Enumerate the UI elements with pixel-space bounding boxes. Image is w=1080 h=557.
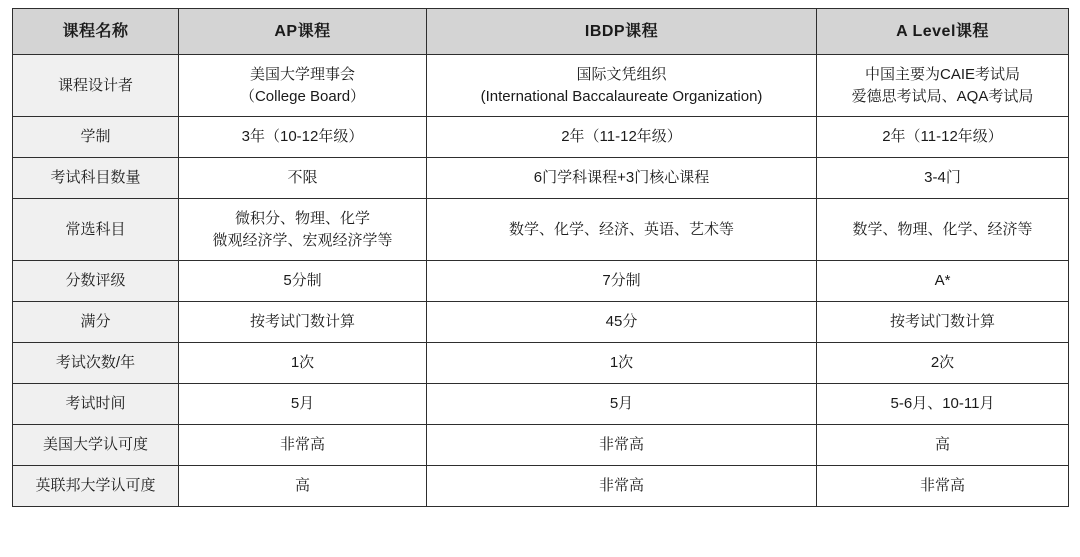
table-row — [13, 466, 1069, 507]
table-row — [13, 343, 1069, 384]
table-cell — [427, 343, 817, 384]
table-cell — [817, 158, 1069, 199]
table-cell — [427, 466, 817, 507]
table-row — [13, 158, 1069, 199]
row-header: 满分 — [13, 302, 179, 343]
table-cell — [179, 158, 427, 199]
cell-line: 非常高 — [598, 477, 644, 495]
table-cell — [817, 261, 1069, 302]
row-header: 考试时间 — [13, 384, 179, 425]
table-cell — [179, 425, 427, 466]
table-cell — [179, 384, 427, 425]
cell-line: 非常高 — [919, 477, 965, 495]
cell-line: 2年（11-12年级） — [882, 128, 1003, 146]
cell-line: 2次 — [930, 354, 955, 372]
cell-line: 7分制 — [602, 272, 641, 290]
table-cell — [427, 117, 817, 158]
row-header: 学制 — [13, 117, 179, 158]
table-cell — [427, 261, 817, 302]
cell-line: 2年（11-12年级） — [561, 128, 682, 146]
table-header — [13, 9, 1069, 55]
table-row — [13, 425, 1069, 466]
cell-line: 3-4门 — [924, 169, 961, 187]
cell-line: (International Baccalaureate Organization) — [480, 87, 763, 105]
cell-line: A* — [934, 272, 951, 290]
row-header: 课程设计者 — [13, 55, 179, 117]
cell-line: 1次 — [609, 354, 634, 372]
cell-line: 按考试门数计算 — [889, 313, 995, 331]
table-cell — [179, 55, 427, 117]
cell-line: 45分 — [605, 313, 638, 331]
table-body — [13, 55, 1069, 507]
cell-line: 5分制 — [283, 272, 322, 290]
table-cell — [179, 117, 427, 158]
table-row — [13, 261, 1069, 302]
cell-line: 按考试门数计算 — [249, 313, 355, 331]
table-cell — [817, 343, 1069, 384]
cell-line: 高 — [294, 477, 310, 495]
table-cell — [179, 302, 427, 343]
cell-line: 中国主要为CAIE考试局 — [864, 65, 1020, 83]
table-row — [13, 117, 1069, 158]
cell-line: 高 — [934, 436, 950, 454]
column-header-alevel: A Level课程 — [817, 9, 1069, 55]
row-header: 常选科目 — [13, 199, 179, 261]
cell-line: 微观经济学、宏观经济学等 — [212, 231, 393, 249]
cell-line: 国际文凭组织 — [576, 65, 667, 83]
table-row — [13, 55, 1069, 117]
table-row — [13, 384, 1069, 425]
cell-line: 非常高 — [279, 436, 325, 454]
table-cell — [179, 261, 427, 302]
table-cell — [817, 199, 1069, 261]
course-comparison-table — [12, 8, 1069, 507]
table-cell — [179, 343, 427, 384]
table-cell — [427, 55, 817, 117]
table-cell — [179, 199, 427, 261]
table-cell — [427, 199, 817, 261]
row-header: 分数评级 — [13, 261, 179, 302]
cell-line: 5月 — [609, 395, 634, 413]
cell-line: 非常高 — [598, 436, 644, 454]
column-header-ap: AP课程 — [179, 9, 427, 55]
cell-line: 5月 — [290, 395, 315, 413]
cell-line: 爱德思考试局、AQA考试局 — [851, 87, 1034, 105]
table-row — [13, 199, 1069, 261]
cell-line: 美国大学理事会 — [249, 65, 355, 83]
table-cell — [817, 55, 1069, 117]
table-cell — [817, 117, 1069, 158]
row-header: 考试次数/年 — [13, 343, 179, 384]
cell-line: 5-6月、10-11月 — [890, 395, 995, 413]
table-row — [13, 302, 1069, 343]
table-cell — [817, 302, 1069, 343]
table-cell — [817, 466, 1069, 507]
table-cell — [427, 302, 817, 343]
table-cell — [817, 384, 1069, 425]
cell-line: 不限 — [287, 169, 318, 187]
row-header: 考试科目数量 — [13, 158, 179, 199]
row-header: 美国大学认可度 — [13, 425, 179, 466]
table-cell — [427, 158, 817, 199]
column-header-course-name: 课程名称 — [13, 9, 179, 55]
column-header-ibdp: IBDP课程 — [427, 9, 817, 55]
cell-line: 6门学科课程+3门核心课程 — [533, 169, 710, 187]
cell-line: 3年（10-12年级） — [241, 128, 364, 146]
table-cell — [817, 425, 1069, 466]
header-row — [13, 9, 1069, 55]
table-cell — [427, 384, 817, 425]
row-header: 英联邦大学认可度 — [13, 466, 179, 507]
cell-line: （College Board） — [239, 87, 366, 105]
cell-line: 1次 — [290, 354, 315, 372]
cell-line: 数学、物理、化学、经济等 — [852, 220, 1033, 238]
cell-line: 微积分、物理、化学 — [234, 209, 370, 227]
table-cell — [179, 466, 427, 507]
table-cell — [427, 425, 817, 466]
cell-line: 数学、化学、经济、英语、艺术等 — [508, 220, 734, 238]
